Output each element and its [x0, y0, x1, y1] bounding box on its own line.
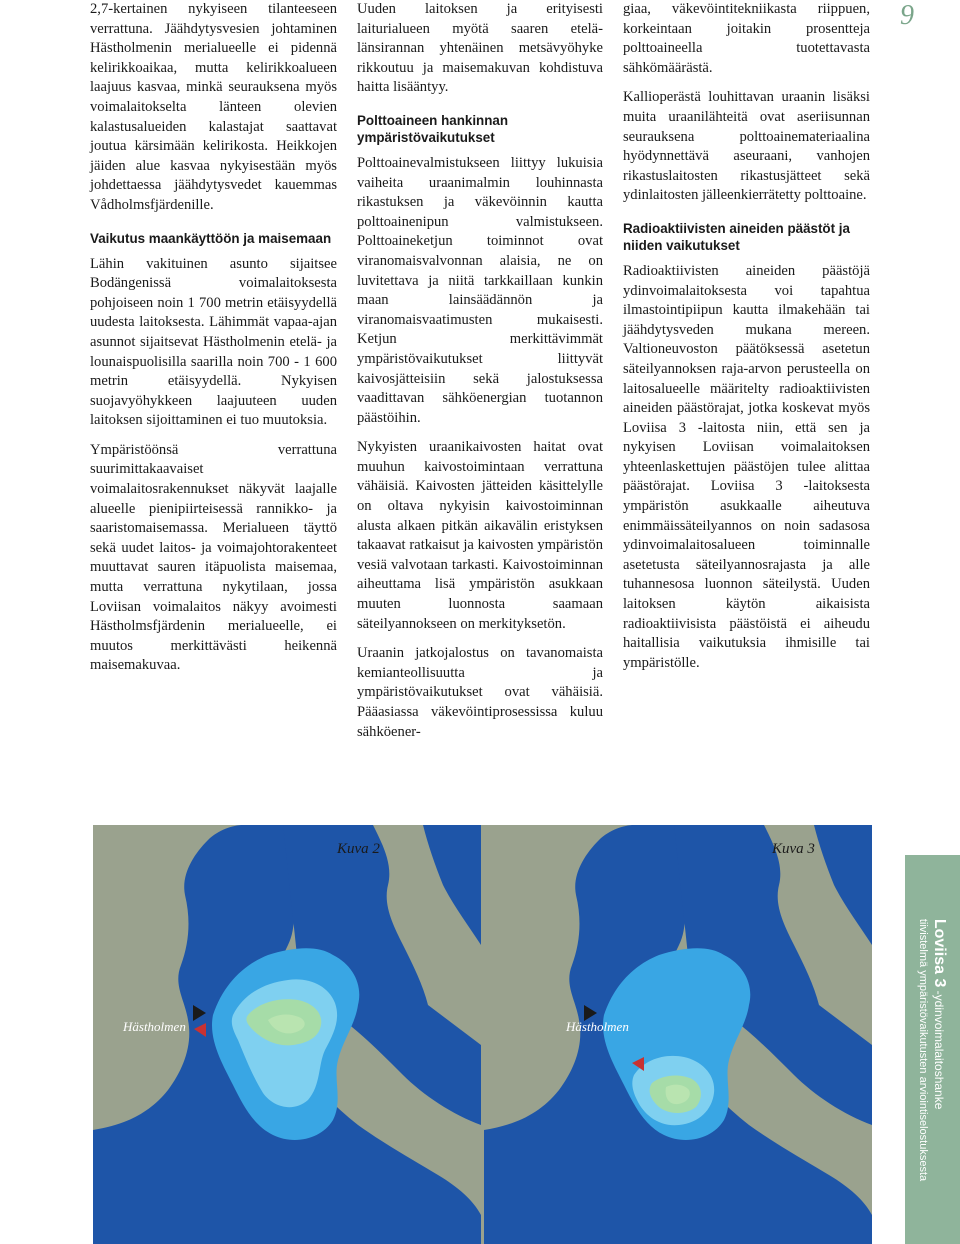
place-label: Hästholmen [123, 1019, 186, 1034]
paragraph: Lähin vakituinen asunto sijaitsee Bodängenissä voimalaitoksesta pohjoiseen noin 1 700 metrin etäisyydellä uudesta laitoksesta. Lähimmät vapaa-ajan asunnot sijaitsevat Hästholmenin etelä- ja lounaispuolisilla saarilla noin 700 - 1 600 metrin etäisyydellä. Nykyisen suojavyöhykkeen laajuuteen uuden laitoksen sijoittaminen ei tuo muutoksia. [90, 255, 337, 429]
paragraph: Ympäristöönsä verrattuna suurimittakaavaiset voimalaitosrakennukset näkyvät laajalle alueelle pienipiirteisessä rannikko- ja saaristomaisemassa. Merialueen täyttö sekä uudet laitos- ja voimajohtorakenteet muuttavat sauren itäpuolista maisemaa, mutta verrattuna nykytilaan, jossa Loviisan voimalaitos näkyy avoimesti Hästholmsfjärdenin merialueelle, ei muutos merkittävästi heikennä maisemakuvaa. [90, 441, 337, 674]
page-number: 9 [900, 0, 914, 31]
map-figures [93, 825, 872, 1244]
paragraph: Uraanin jatkojalostus on tavanomaista kemianteollisuutta ja ympäristövaikutukset ovat vähäisiä. Pääasiassa väkevöintiprosessissa kuluu sähköener- [357, 645, 603, 740]
figure-caption: Kuva 2 [337, 841, 380, 857]
paragraph: Uuden laitoksen ja erityisesti laiturialueen myötä saaren etelä-länsirannan yhtenäinen metsävyöhyke rikkoutuu ja maisemakuvan kohdistuva haitta lisääntyy. [357, 1, 603, 96]
paragraph: giaa, väkevöintitekniikasta riippuen, korkeintaan joitakin prosentteja polttoaineella tuotettavasta sähkömäärästä. [623, 1, 870, 76]
paragraph: Nykyisten uraanikaivosten haitat ovat muuhun kaivostoimintaan verrattuna vähäisiä. Kaivosten jätteiden käsittelylle on oltava nykyisin kaivostoiminnan alusta alkaen pitkän aikavälin eristyksen takaavat ratkaisut ja kaivosten ympäristön vesiä valvotaan tarkasti. Kaivostoiminnan aiheuttama lisä ympäristön asukkaan muuten luonnosta saamaan säteilyannokseen on merkityksetön. [357, 439, 603, 632]
paragraph: 2,7-kertainen nykyiseen tilanteeseen verrattuna. Jäähdytysvesien johtaminen Hästholmenin merialueelle ei pidennä kelirikkoaikaa, mutta kelirikkoalueen laajuus kasvaa, minkä seurauksena myös voimalaitokselta länteen olevien kalastusalueiden kalastajat saattavat joutua kärsimään kelirikosta. Heikkojen jäiden alue kasvaa nykyisestään myös johdettaessa jäähdytysvedet kauemmas Vådholmsfjärdenille. [90, 1, 337, 213]
section-heading: Polttoaineen hankinnan ympäristövaikutukset [357, 112, 509, 145]
side-tab-text [916, 919, 948, 1181]
place-label: Hästholmen [566, 1019, 629, 1034]
paragraph: Polttoainevalmistukseen liittyy lukuisia vaiheita uraanimalmin louhinnasta rikastuksen ja väkevöinnin kautta polttoainenipun valmistukseen. Polttoaineketjun toiminnot ovat viranomaisvalvonnan alaisia, ne on luvitettava ja niitä tarkkaillaan kunkin maan lainsäädännön ja viranomaisvaatimusten mukaisesti. Ketjun merkittävimmät ympäristövaikutukset liittyvät kaivosjätteisiin sekä jalostuksessa vaadittavan sähköenergian tuotannon päästöihin. [357, 154, 603, 426]
side-tab-subtitle: tiivistelmä ympäristövaikutusten arviointiselostuksesta [917, 918, 929, 1182]
side-tab-title: Loviisa 3 -ydinvoimalaitoshanke [931, 918, 948, 1110]
section-heading: Vaikutus maankäyttöön ja maisemaan [90, 230, 332, 246]
side-tab [905, 855, 960, 1244]
text-column-1 [90, 0, 337, 686]
text-column-2 [357, 0, 603, 752]
paragraph: Kallioperästä louhittavan uraanin lisäksi muita uraanilähteitä ovat aseriisunnan seurauksena polttoainemateriaalina hyödynnettävä aseuraani, vanhojen rikastuslaitosten rikastusjätteet sekä ydinlaitosten jälleenkierrätetty polttoaine. [623, 89, 870, 204]
paragraph: Radioaktiivisten aineiden päästöjä ydinvoimalaitoksesta voi tapahtua ilmastointipiipun kautta ilmakehään tai jäähdytysveden mukana mereen. Valtioneuvoston päätöksessä asetetun säteilyannoksen raja-arvon perusteella on laitosalueelle määritelty radioaktiivisten aineiden päästörajat, jotka koskevat myös Loviisa 3 -laitosta niin, että sen ja nykyisen Loviisan voimalaitoksen yhteenlaskettujen päästöjen tulee alittaa päästörajat. Loviisa 3 -laitoksesta ympäristön asukkaalle aiheutuva enimmäissäteilyannos on noin sadasosa ydinvoimalaitosalueen toiminnalle asetetusta säteilyannosrajasta ja alle tuhannesosa luonnon säteilystä. Uuden laitoksen käytön aikaisista radioaktiivisista päästöistä ei aiheudu haitallisia vaikutuksia ihmisille tai ympäristölle. [623, 262, 870, 671]
maps-svg [93, 825, 872, 1244]
section-heading: Radioaktiivisten aineiden päästöt ja niiden vaikutukset [623, 220, 850, 253]
text-column-3 [623, 0, 870, 683]
figure-caption: Kuva 3 [772, 841, 815, 857]
